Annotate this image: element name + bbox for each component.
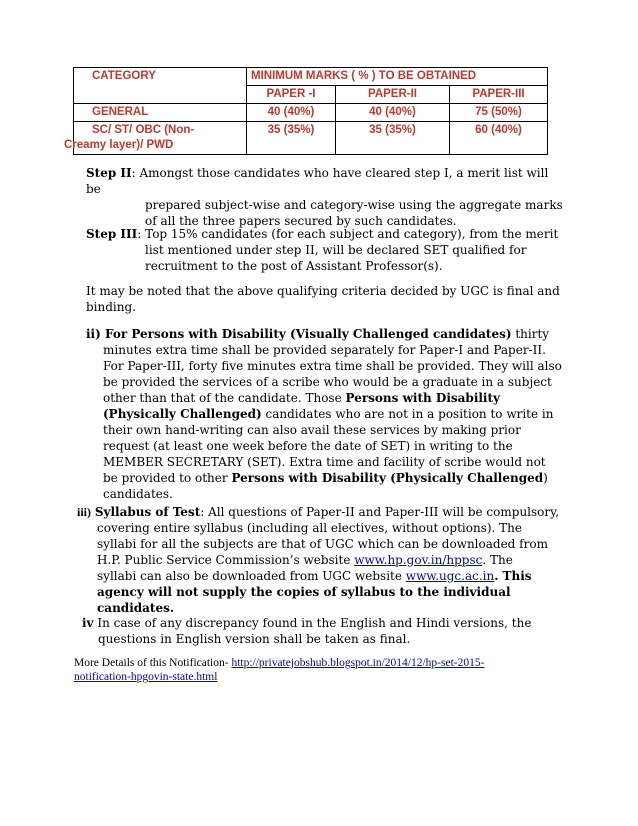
step-2-text: : Amongst those candidates who have cleared step I, a merit list will be bbox=[86, 166, 549, 196]
step-3-line2: list mentioned under step II, will be declared SET qualified for bbox=[145, 243, 527, 257]
section-2-line: MEMBER SECRETARY (SET). Extra time and facility of scribe would not bbox=[103, 455, 546, 469]
section-2-bold: Persons with Disability bbox=[345, 391, 501, 405]
table-row bbox=[74, 122, 548, 155]
section-2-heading: ii) For Persons with Disability (Visually Challenged candidates) bbox=[86, 327, 512, 341]
notification-link-cont[interactable]: notification-hpgovin-state.html bbox=[74, 671, 218, 683]
section-2-line: be provided to other bbox=[103, 471, 232, 485]
section-3-bold: candidates. bbox=[97, 601, 175, 615]
section-2-line: request (at least one week before the date of SET) in writing to the bbox=[103, 439, 513, 453]
section-syllabus bbox=[77, 504, 564, 616]
section-2-line: For Paper-III, forty five minutes extra time shall be provided. They will also bbox=[103, 359, 562, 373]
section-3-heading-rest: : All questions of Paper-II and Paper-III will be compulsory, bbox=[200, 505, 560, 519]
section-3-line: H.P. Public Service Commission’s website bbox=[97, 553, 355, 567]
row-category-line2: Creamy layer)/ PWD bbox=[64, 139, 174, 151]
row-paper-1: 35 (35%) bbox=[247, 122, 336, 155]
row-paper-2: 40 (40%) bbox=[336, 104, 450, 122]
ugc-link[interactable]: www.ugc.ac.in bbox=[405, 569, 495, 583]
row-paper-3: 75 (50%) bbox=[450, 104, 548, 122]
section-3-line: syllabi can also be downloaded from UGC website bbox=[97, 569, 406, 583]
section-2-heading-rest: thirty bbox=[511, 327, 550, 341]
row-paper-1: 40 (40%) bbox=[247, 104, 336, 122]
section-2-line: minutes extra time shall be provided separately for Paper-I and Paper-II. bbox=[103, 343, 546, 357]
section-2-bold: (Physically Challenged) bbox=[103, 407, 262, 421]
section-2-line: candidates. bbox=[103, 487, 173, 501]
step-2-line3: of all the three papers secured by such candidates. bbox=[145, 214, 457, 228]
row-category-line1: SC/ ST/ OBC (Non- bbox=[92, 124, 195, 136]
row-paper-2: 35 (35%) bbox=[336, 122, 450, 155]
step-3-label: Step III bbox=[86, 227, 138, 241]
minimum-marks-table bbox=[64, 67, 548, 155]
table-row bbox=[74, 104, 548, 122]
section-4-line: questions in English version shall be taken as final. bbox=[98, 632, 411, 646]
section-2-line: their own hand-writing can also avail these services by making prior bbox=[103, 423, 521, 437]
step-3-text: : Top 15% candidates (for each subject and category), from the merit bbox=[137, 227, 559, 241]
header-paper-1: PAPER -I bbox=[247, 86, 336, 104]
section-2-line: candidates who are not in a position to write in bbox=[261, 407, 554, 421]
row-category: GENERAL bbox=[74, 104, 247, 122]
section-3-line: . The bbox=[482, 553, 513, 567]
row-paper-3: 60 (40%) bbox=[450, 122, 548, 155]
header-category: CATEGORY bbox=[74, 68, 247, 104]
footer-text: More Details of this Notification- bbox=[74, 657, 232, 669]
section-3-bold: agency will not supply the copies of syllabus to the individual bbox=[97, 585, 511, 599]
section-3-heading: Syllabus of Test bbox=[94, 505, 201, 519]
section-discrepancy bbox=[82, 615, 564, 647]
section-2-paren: ) bbox=[543, 471, 548, 485]
section-disability bbox=[86, 326, 564, 502]
section-2-bold: Persons with Disability (Physically Challenged bbox=[231, 471, 544, 485]
section-4-number: iv bbox=[82, 616, 94, 630]
step-3-paragraph bbox=[86, 226, 564, 274]
section-3-line: covering entire syllabus (including all electives, without options). The bbox=[97, 521, 523, 535]
section-3-number: iii) bbox=[77, 505, 91, 519]
header-paper-3: PAPER-III bbox=[450, 86, 548, 104]
step-2-line2: prepared subject-wise and category-wise using the aggregate marks bbox=[145, 198, 563, 212]
hppsc-link[interactable]: www.hp.gov.in/hppsc bbox=[354, 553, 483, 567]
step-2-paragraph bbox=[86, 165, 564, 229]
row-category bbox=[64, 122, 247, 155]
section-2-line: other than that of the candidate. Those bbox=[103, 391, 346, 405]
note-paragraph bbox=[86, 283, 564, 315]
note-line1: It may be noted that the above qualifying criteria decided by UGC is final and bbox=[86, 284, 560, 298]
section-3-line: syllabi for all the subjects are that of UGC which can be downloaded from bbox=[97, 537, 548, 551]
section-2-line: be provided the services of a scribe who would be a graduate in a subject bbox=[103, 375, 552, 389]
header-minimum-marks: MINIMUM MARKS ( % ) TO BE OBTAINED bbox=[247, 68, 548, 86]
notification-link[interactable]: http://privatejobshub.blogspot.in/2014/12/hp-set-2015- bbox=[231, 657, 485, 669]
note-line2: binding. bbox=[86, 300, 136, 314]
header-paper-2: PAPER-II bbox=[336, 86, 450, 104]
footer-details bbox=[74, 656, 564, 684]
step-2-label: Step II bbox=[86, 166, 132, 180]
section-4-line: In case of any discrepancy found in the English and Hindi versions, the bbox=[93, 616, 532, 630]
step-3-line3: recruitment to the post of Assistant Professor(s). bbox=[145, 259, 443, 273]
table-header-row bbox=[74, 68, 548, 86]
section-3-bold: . This bbox=[494, 569, 532, 583]
